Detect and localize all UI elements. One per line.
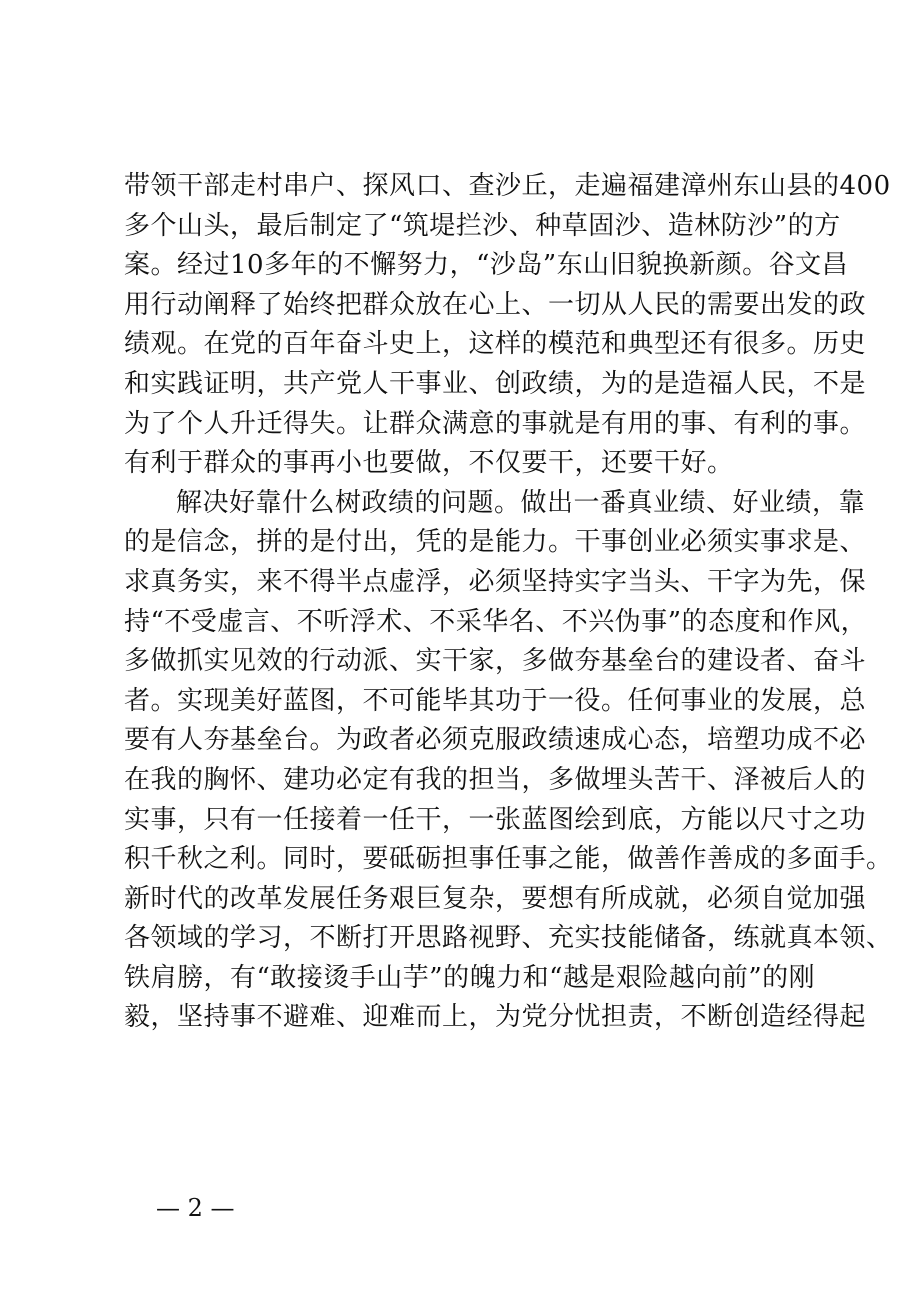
text-line: 各领域的学习，不断打开思路视野、充实技能储备，练就真本领、 bbox=[124, 923, 893, 954]
text-line: 持“不受虚言、不听浮术、不采华名、不兴伪事”的态度和作风， bbox=[124, 606, 868, 637]
page-number: — 2 — bbox=[156, 1194, 235, 1222]
text-line: 积千秋之利。同时，要砥砺担事任事之能，做善作善成的多面手。 bbox=[124, 844, 893, 875]
text-line: 和实践证明，共产党人干事业、创政绩，为的是造福人民，不是 bbox=[124, 368, 867, 399]
text-line: 的是信念，拼的是付出，凭的是能力。干事创业必须实事求是、 bbox=[124, 527, 867, 558]
text-line: 多个山头，最后制定了“筑堤拦沙、种草固沙、造林防沙”的方 bbox=[124, 210, 841, 241]
text-line: 毅，坚持事不避难、迎难而上，为党分忧担责，不断创造经得起 bbox=[124, 1002, 867, 1033]
text-line: 铁肩膀，有“敢接烫手山芋”的魄力和“越是艰险越向前”的刚 bbox=[124, 962, 816, 993]
text-line: 新时代的改革发展任务艰巨复杂，要想有所成就，必须自觉加强 bbox=[124, 883, 867, 914]
text-line: 实事，只有一任接着一任干，一张蓝图绘到底，方能以尺寸之功 bbox=[124, 804, 867, 835]
text-line: 在我的胸怀、建功必定有我的担当，多做埋头苦干、泽被后人的 bbox=[124, 764, 867, 795]
text-line: 带领干部走村串户、探风口、查沙丘，走遍福建漳州东山县的400 bbox=[124, 171, 891, 201]
text-line: 解决好靠什么树政绩的问题。做出一番真业绩、好业绩，靠 bbox=[176, 487, 866, 518]
text-line: 者。实现美好蓝图，不可能毕其功于一役。任何事业的发展，总 bbox=[124, 685, 867, 716]
text-line: 要有人夯基垒台。为政者必须克服政绩速成心态，培塑功成不必 bbox=[124, 725, 867, 756]
body-text bbox=[124, 167, 893, 1038]
text-line: 有利于群众的事再小也要做，不仅要干，还要干好。 bbox=[124, 448, 734, 479]
text-line: 绩观。在党的百年奋斗史上，这样的模范和典型还有很多。历史 bbox=[124, 329, 867, 360]
text-line: 案。经过10多年的不懈努力，“沙岛”东山旧貌换新颜。谷文昌 bbox=[124, 250, 849, 281]
text-line: 用行动阐释了始终把群众放在心上、一切从人民的需要出发的政 bbox=[124, 289, 867, 320]
text-line: 求真务实，来不得半点虚浮，必须坚持实字当头、干字为先，保 bbox=[124, 566, 867, 597]
text-line: 为了个人升迁得失。让群众满意的事就是有用的事、有利的事。 bbox=[124, 408, 867, 439]
text-line: 多做抓实见效的行动派、实干家，多做夯基垒台的建设者、奋斗 bbox=[124, 646, 867, 677]
